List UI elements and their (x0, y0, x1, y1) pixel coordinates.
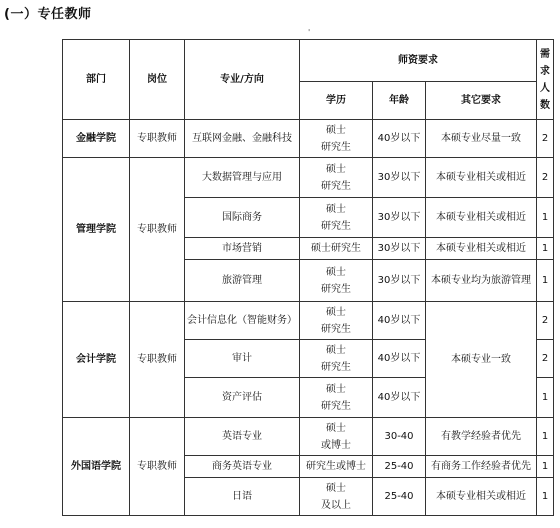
major-cell: 市场营销 (185, 238, 300, 260)
other-cell: 有商务工作经验者优先 (426, 456, 537, 478)
major-cell: 审计 (185, 340, 300, 378)
age-cell: 30岁以下 (373, 260, 426, 302)
degree-cell-line: 硕士 (326, 163, 346, 175)
degree-cell (300, 158, 373, 198)
major-cell: 旅游管理 (185, 260, 300, 302)
table-row (63, 302, 554, 340)
major-cell: 英语专业 (185, 418, 300, 456)
degree-cell (300, 340, 373, 378)
table-row (63, 418, 554, 456)
other-cell: 有教学经验者优先 (426, 418, 537, 456)
degree-cell-line: 研究生 (321, 323, 351, 335)
degree-header: 学历 (300, 82, 373, 120)
age-cell: 30岁以下 (373, 158, 426, 198)
count-cell: 1 (537, 456, 554, 478)
major-cell: 商务英语专业 (185, 456, 300, 478)
major-cell: 互联网金融、金融科技 (185, 120, 300, 158)
degree-cell-line: 硕士 (326, 266, 346, 278)
degree-cell-line: 硕士 (326, 306, 346, 318)
count-header-char: 求 (540, 65, 550, 77)
age-header: 年龄 (373, 82, 426, 120)
degree-cell-line: 硕士 (326, 124, 346, 136)
other-cell: 本硕专业相关或相近 (426, 478, 537, 516)
degree-cell-line: 或博士 (321, 439, 351, 451)
degree-cell (300, 418, 373, 456)
major-cell: 大数据管理与应用 (185, 158, 300, 198)
other-cell: 本硕专业相关或相近 (426, 238, 537, 260)
position-cell: 专职教师 (130, 302, 185, 418)
position-header: 岗位 (130, 40, 185, 120)
degree-cell-line: 研究生或博士 (306, 461, 366, 472)
degree-cell-line: 研究生 (321, 180, 351, 192)
degree-cell (300, 238, 373, 260)
degree-cell (300, 120, 373, 158)
count-cell: 1 (537, 378, 554, 418)
dept-cell: 外国语学院 (63, 418, 130, 516)
age-cell: 40岁以下 (373, 120, 426, 158)
position-cell: 专职教师 (130, 158, 185, 302)
count-cell: 2 (537, 340, 554, 378)
age-cell: 30岁以下 (373, 238, 426, 260)
degree-cell-line: 研究生 (321, 220, 351, 232)
degree-cell-line: 硕士 (326, 344, 346, 356)
degree-cell (300, 302, 373, 340)
degree-cell-line: 硕士 (326, 383, 346, 395)
degree-cell-line: 研究生 (321, 361, 351, 373)
age-cell: 30岁以下 (373, 198, 426, 238)
age-cell: 25-40 (373, 456, 426, 478)
recruitment-table (62, 39, 554, 516)
age-cell: 40岁以下 (373, 302, 426, 340)
count-cell: 1 (537, 418, 554, 456)
major-cell: 国际商务 (185, 198, 300, 238)
count-cell: 1 (537, 238, 554, 260)
degree-cell-line: 研究生 (321, 141, 351, 153)
other-cell: 本硕专业一致 (426, 302, 537, 418)
table-row (63, 120, 554, 158)
other-cell: 本硕专业相关或相近 (426, 198, 537, 238)
age-cell: 25-40 (373, 478, 426, 516)
position-cell: 专职教师 (130, 120, 185, 158)
degree-cell-line: 硕士 (326, 422, 346, 434)
degree-cell (300, 456, 373, 478)
major-cell: 资产评估 (185, 378, 300, 418)
qualification-header: 师资要求 (300, 40, 537, 82)
major-header: 专业/方向 (185, 40, 300, 120)
table-row (63, 158, 554, 198)
degree-cell-line: 研究生 (321, 400, 351, 412)
section-heading: (一）专任教师 (4, 7, 92, 22)
position-cell: 专职教师 (130, 418, 185, 516)
degree-cell-line: 及以上 (321, 499, 351, 511)
age-cell: 40岁以下 (373, 378, 426, 418)
other-cell: 本硕专业均为旅游管理 (426, 260, 537, 302)
degree-cell-line: 研究生 (321, 283, 351, 295)
count-cell: 2 (537, 158, 554, 198)
count-cell: 1 (537, 260, 554, 302)
count-cell: 1 (537, 478, 554, 516)
age-cell: 30-40 (373, 418, 426, 456)
count-header-char: 需 (540, 48, 550, 60)
degree-cell-line: 硕士 (326, 482, 346, 494)
dept-cell: 会计学院 (63, 302, 130, 418)
other-cell: 本硕专业相关或相近 (426, 158, 537, 198)
other-cell: 本硕专业尽量一致 (426, 120, 537, 158)
degree-cell (300, 378, 373, 418)
count-cell: 2 (537, 302, 554, 340)
dept-header: 部门 (63, 40, 130, 120)
header-row (63, 40, 554, 82)
degree-cell (300, 198, 373, 238)
count-cell: 2 (537, 120, 554, 158)
degree-cell (300, 260, 373, 302)
degree-cell (300, 478, 373, 516)
major-cell: 会计信息化（智能财务） (185, 302, 300, 340)
degree-cell-line: 硕士研究生 (311, 243, 361, 254)
major-cell: 日语 (185, 478, 300, 516)
recruitment-table-body (63, 40, 554, 516)
age-cell: 40岁以下 (373, 340, 426, 378)
count-header-char: 人 (540, 82, 550, 94)
count-header-char: 数 (540, 99, 550, 111)
dept-cell: 金融学院 (63, 120, 130, 158)
other-header: 其它要求 (426, 82, 537, 120)
stray-mark: ' (308, 28, 311, 37)
degree-cell-line: 硕士 (326, 203, 346, 215)
count-header (537, 40, 554, 120)
count-cell: 1 (537, 198, 554, 238)
dept-cell: 管理学院 (63, 158, 130, 302)
